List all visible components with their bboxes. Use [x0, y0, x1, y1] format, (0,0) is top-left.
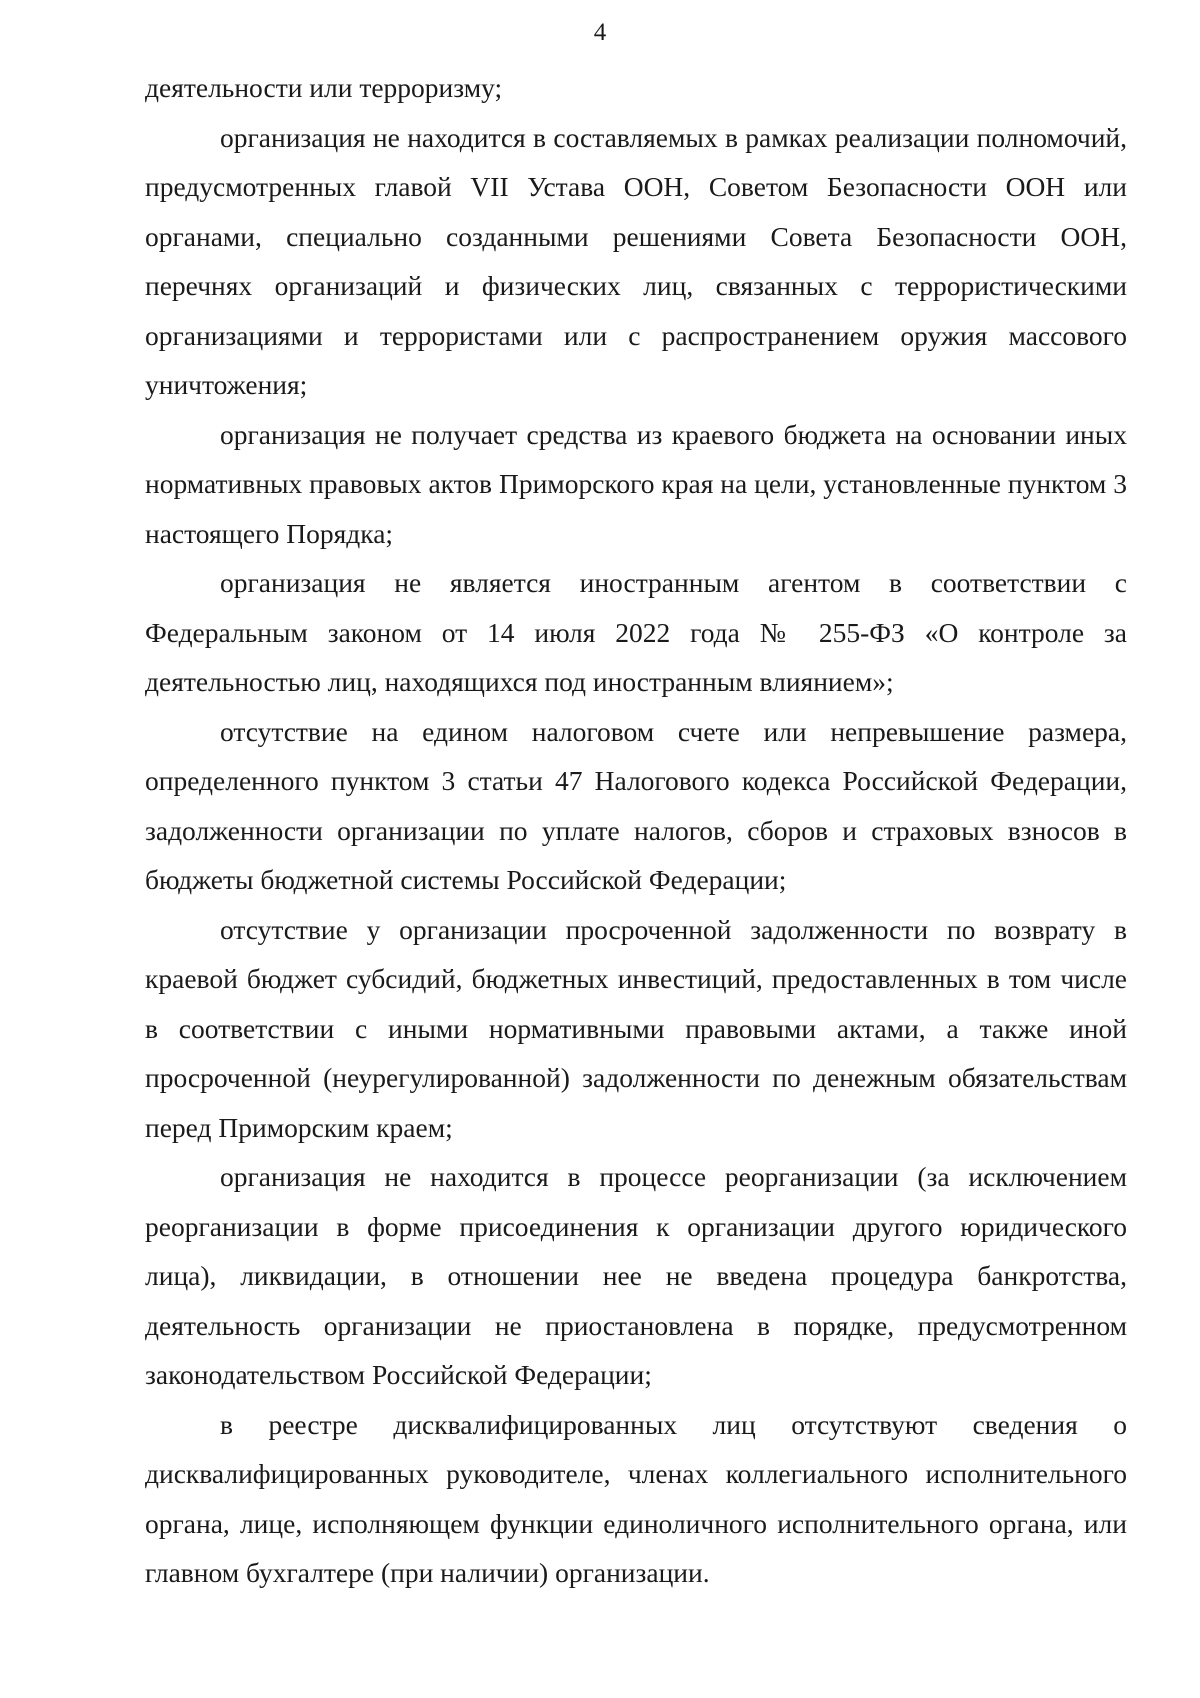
- paragraph-no-overdue-debt: отсутствие у организации просроченной задолженности по возврату в краевой бюджет субсидий, бюджетных инвестиций, предоставленных в том числе в соответствии с иными нормативными правовыми актами, а также иной просроченной (неурегулированной) задолженности по денежным обязательствам перед Приморским краем;: [145, 913, 1127, 1143]
- paragraph-continuation: деятельности или терроризму;: [145, 72, 503, 103]
- paragraph-disqualified-persons: в реестре дисквалифицированных лиц отсутствуют сведения о дисквалифицированных руководителе, членах коллегиального исполнительного органа, лице, исполняющем функции единоличного исполнительного органа, или главном бухгалтере (при наличии) организации.: [145, 1408, 1127, 1588]
- page-number: 4: [593, 19, 607, 46]
- document-body: [145, 63, 1127, 1598]
- paragraph-no-other-budget-funds: организация не получает средства из краевого бюджета на основании иных нормативных правовых актов Приморского края на цели, установленные пунктом 3 настоящего Порядка;: [145, 418, 1127, 549]
- paragraph-no-reorganization: организация не находится в процессе реорганизации (за исключением реорганизации в форме присоединения к организации другого юридического лица), ликвидации, в отношении нее не введена процедура банкротства, деятельность организации не приостановлена в порядке, предусмотренном законодательством Российской Федерации;: [145, 1161, 1127, 1390]
- paragraph-not-foreign-agent: организация не является иностранным агентом в соответствии с Федеральным законом от 14 июля 2022 года № 255-ФЗ «О контроле за деятельностью лиц, находящихся под иностранным влиянием»;: [145, 567, 1127, 697]
- paragraph-un-sanctions-list: организация не находится в составляемых в рамках реализации полномочий, предусмотренных главой VII Устава ООН, Советом Безопасности ООН или органами, специально созданными решениями Совета Безопасности ООН, перечнях организаций и физических лиц, связанных с террористическими организациями и террористами или с распространением оружия массового уничтожения;: [145, 121, 1127, 400]
- paragraph-no-tax-debt: отсутствие на едином налоговом счете или непревышение размера, определенного пунктом 3 статьи 47 Налогового кодекса Российской Федерации, задолженности организации по уплате налогов, сборов и страховых взносов в бюджеты бюджетной системы Российской Федерации;: [145, 715, 1127, 895]
